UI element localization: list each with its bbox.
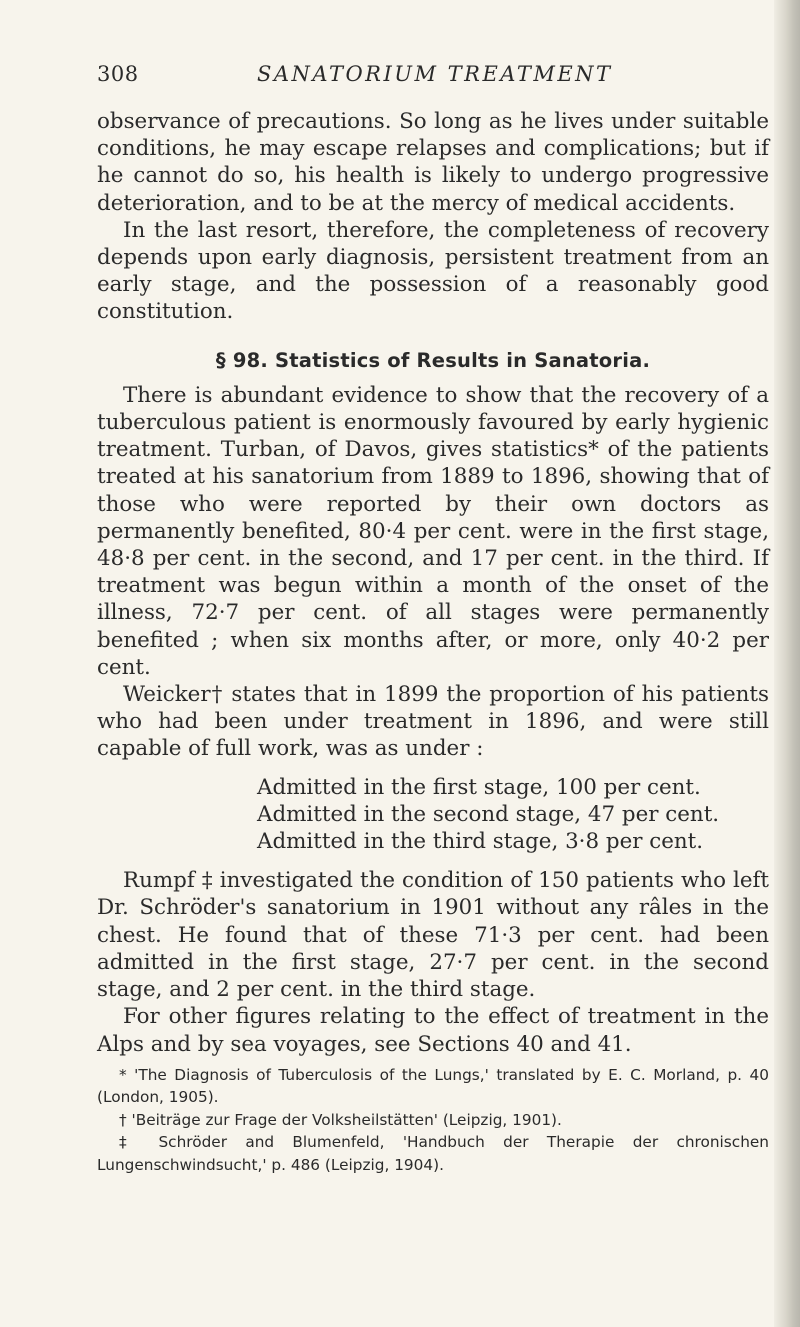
- section-heading: § 98. Statistics of Results in Sanatoria.: [215, 348, 651, 372]
- list-item: Admitted in the third stage, 3·8 per cent.: [257, 829, 704, 855]
- paragraph-weicker: Weicker† states that in 1899 the proportion of his patients who had been under treatment in 1896, and were still capable of full work, was as under :: [97, 682, 769, 762]
- paragraph-other-figures: For other figures relating to the effect of treatment in the Alps and by sea voyages, see Sections 40 and 41.: [97, 1004, 769, 1057]
- footnote-1: * 'The Diagnosis of Tuberculosis of the Lungs,' translated by E. C. Morland, p. 40 (London, 1905).: [97, 1065, 769, 1107]
- footnote-2: † 'Beiträge zur Frage der Volksheilstätten' (Leipzig, 1901).: [119, 1110, 562, 1129]
- page-number: 308: [97, 62, 139, 86]
- footnotes: [97, 1064, 769, 1177]
- paragraph-last-resort: In the last resort, therefore, the completeness of recovery depends upon early diagnosis, persistent treatment from an early stage, and the possession of a reasonably good constitution.: [97, 217, 769, 325]
- paragraph-continuation: observance of precautions. So long as he lives under suitable conditions, he may escape relapses and complications; but if he cannot do so, his health is likely to undergo progressive deterioration, and to be at the mercy of medical accidents.: [97, 109, 769, 216]
- page-edge-shadow: [774, 0, 800, 1327]
- paragraph-turban-statistics: There is abundant evidence to show that the recovery of a tuberculous patient is enormously favoured by early hygienic treatment. Turban, of Davos, gives statistics* of the patients treated at his sanatorium from 1889 to 1896, showing that of those who were reported by their own doctors as permanently benefited, 80·4 per cent. were in the first stage, 48·8 per cent. in the second, and 17 per cent. in the third. If treatment was begun within a month of the onset of the illness, 72·7 per cent. of all stages were permanently benefited ; when six months after, or more, only 40·2 per cent.: [97, 382, 769, 680]
- admission-stage-list: [97, 774, 769, 856]
- page-header: [97, 62, 747, 92]
- running-title: SANATORIUM TREATMENT: [257, 62, 613, 86]
- footnote-3: ‡ Schröder and Blumenfeld, 'Handbuch der Therapie der chronischen Lungenschwindsucht,' p. 486 (Leipzig, 1904).: [97, 1133, 769, 1174]
- paragraph-rumpf: Rumpf ‡ investigated the condition of 150 patients who left Dr. Schröder's sanatorium in 1901 without any râles in the chest. He found that of these 71·3 per cent. had been admitted in the first stage, 27·7 per cent. in the second stage, and 2 per cent. in the third stage.: [97, 868, 769, 1003]
- list-item: Admitted in the first stage, 100 per cent.: [257, 774, 701, 800]
- list-item: Admitted in the second stage, 47 per cent.: [257, 801, 720, 827]
- page-body: [97, 108, 769, 1176]
